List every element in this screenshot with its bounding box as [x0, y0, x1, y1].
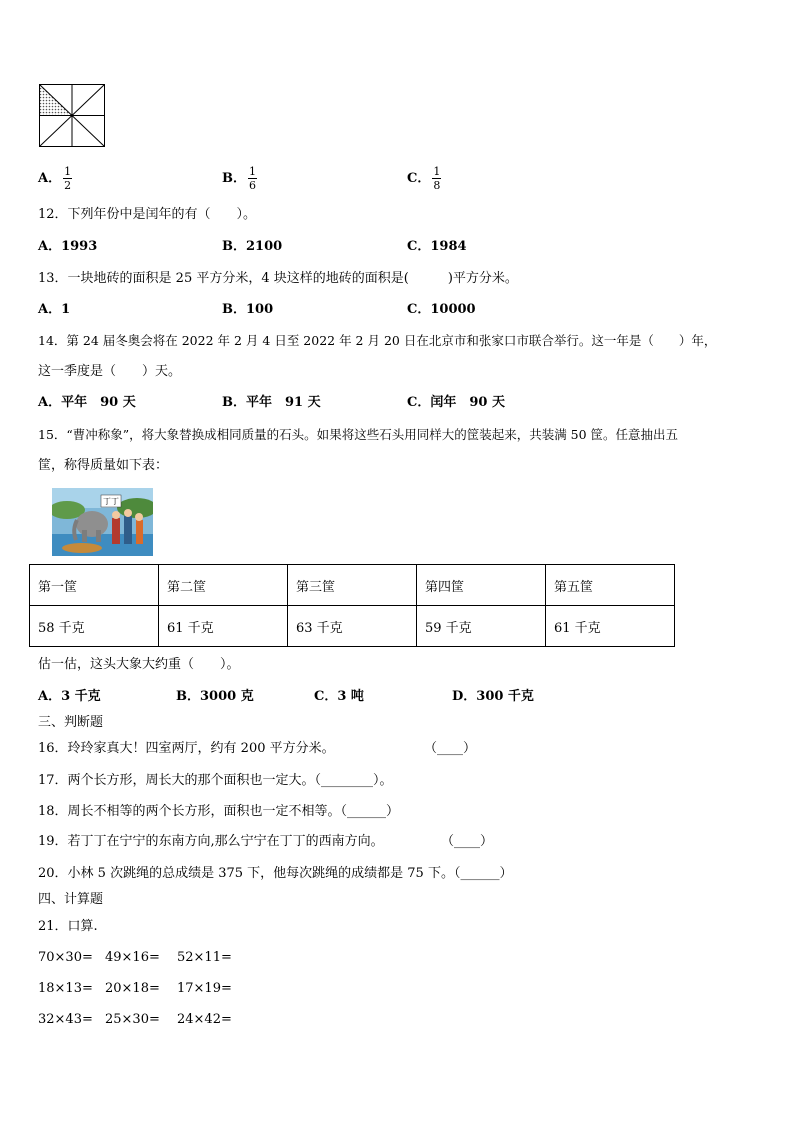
table-cell: 63 千克: [288, 606, 417, 647]
q21-title: 21．口算.: [38, 919, 98, 934]
q14-option-a[interactable]: A．平年 90 天: [38, 395, 136, 410]
table-row: [30, 565, 675, 606]
q14-stem-line2: 这一季度是（ ）天。: [38, 364, 182, 379]
fraction-square-figure: [39, 84, 105, 147]
q13-stem: 13．一块地砖的面积是 25 平方分米，4 块这样的地砖的面积是( )平方分米。: [38, 271, 518, 286]
q13-option-a[interactable]: A．1: [38, 302, 71, 317]
q15-option-c[interactable]: C．3 吨: [314, 689, 364, 704]
q14-option-c[interactable]: C．闰年 90 天: [407, 395, 505, 410]
calc-item: 20×18=: [105, 981, 160, 996]
table-header-cell: 第一筐: [30, 565, 159, 606]
q11-option-b[interactable]: B． $\frac{1}{6}$: [222, 165, 256, 192]
table-header-cell: 第四筐: [417, 565, 546, 606]
q15-stem-line2: 筐，称得质量如下表：: [38, 458, 169, 473]
q12-option-c[interactable]: C．1984: [407, 239, 467, 254]
q18-text: 18．周长不相等的两个长方形，面积也一定不相等。（______）: [38, 804, 400, 819]
table-cell: 61 千克: [159, 606, 288, 647]
table-row: [30, 606, 675, 647]
q19-text: 19．若丁丁在宁宁的东南方向,那么宁宁在丁丁的西南方向。: [38, 834, 384, 849]
q12-option-a[interactable]: A．1993: [38, 239, 98, 254]
section-4-title: 四、计算题: [38, 892, 104, 907]
table-cell: 59 千克: [417, 606, 546, 647]
q12-option-b[interactable]: B．2100: [222, 239, 283, 254]
calc-item: 25×30=: [105, 1012, 160, 1027]
table-header-cell: 第五筐: [546, 565, 675, 606]
table-header-cell: 第三筐: [288, 565, 417, 606]
table-cell: 61 千克: [546, 606, 675, 647]
calc-item: 24×42=: [177, 1012, 232, 1027]
calc-item: 17×19=: [177, 981, 232, 996]
q13-option-b[interactable]: B．100: [222, 302, 274, 317]
q20-text: 20．小林 5 次跳绳的总成绩是 375 下，他每次跳绳的成绩都是 75 下。（______）: [38, 866, 513, 881]
calc-item: 49×16=: [105, 950, 160, 965]
q11-option-a[interactable]: A． $\frac{1}{2}$: [38, 165, 72, 192]
section-3-title: 三、判断题: [38, 715, 104, 730]
q15-option-a[interactable]: A．3 千克: [38, 689, 101, 704]
q11-option-c[interactable]: C． $\frac{1}{8}$: [407, 165, 441, 192]
q14-stem-line1: 14．第 24 届冬奥会将在 2022 年 2 月 4 日至 2022 年 2 月 20 日在北京市和张家口市联合举行。这一年是（ ）年，: [38, 333, 717, 348]
q15-option-d[interactable]: D．300 千克: [452, 689, 534, 704]
q13-option-c[interactable]: C．10000: [407, 302, 476, 317]
table-header-cell: 第二筐: [159, 565, 288, 606]
calc-item: 18×13=: [38, 981, 93, 996]
basket-weight-table: [29, 564, 675, 647]
sign-text: 丁丁: [103, 497, 119, 506]
q12-stem: 12．下列年份中是闰年的有（ ）。: [38, 207, 257, 222]
calc-item: 52×11=: [177, 950, 232, 965]
q17-text: 17．两个长方形，周长大的那个面积也一定大。（________）。: [38, 773, 393, 788]
calc-item: 70×30=: [38, 950, 93, 965]
elephant-weighing-illustration: [52, 488, 153, 556]
calc-item: 32×43=: [38, 1012, 93, 1027]
q15-option-b[interactable]: B．3000 克: [176, 689, 254, 704]
q15-question: 估一估，这头大象大约重（ ）。: [38, 657, 240, 672]
q16-text: 16．玲玲家真大！四室两厅，约有 200 平方分米。: [38, 741, 335, 756]
q14-option-b[interactable]: B．平年 91 天: [222, 395, 321, 410]
q19-answer-blank[interactable]: （____）: [441, 834, 494, 849]
table-cell: 58 千克: [30, 606, 159, 647]
q15-stem-line1: 15．“曹冲称象”，将大象替换成相同质量的石头。如果将这些石头用同样大的筐装起来，共装满 50 筐。任意抽出五: [38, 427, 679, 442]
q16-answer-blank[interactable]: （____）: [424, 741, 477, 756]
